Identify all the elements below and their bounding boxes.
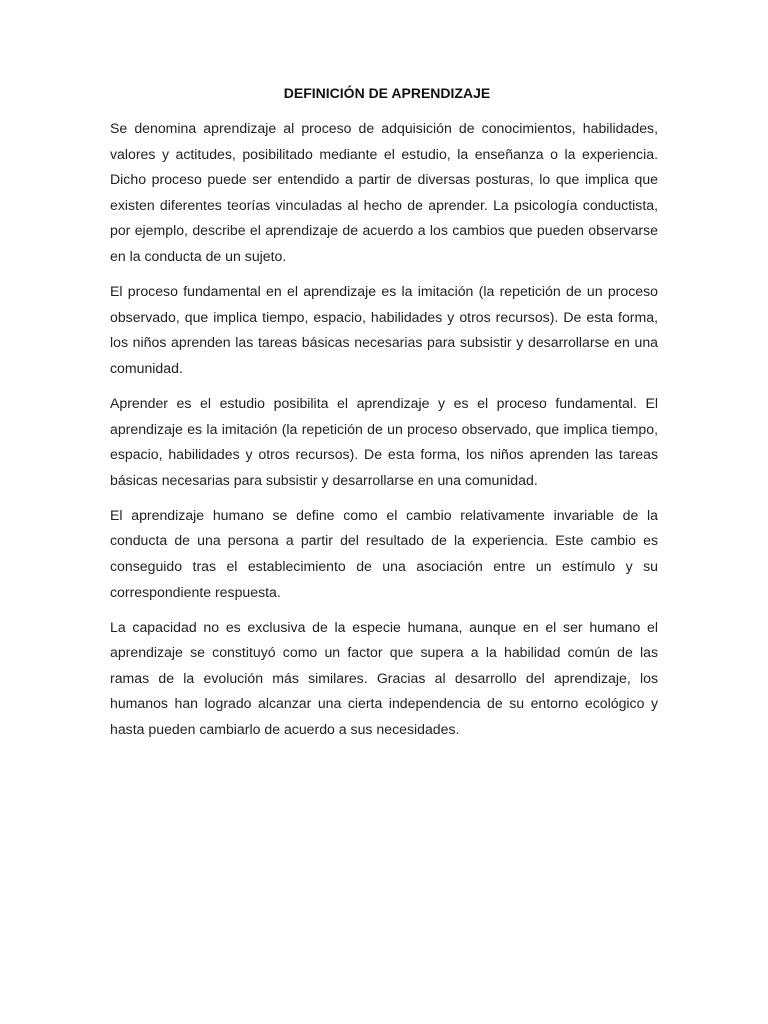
paragraph-5: La capacidad no es exclusiva de la especie humana, aunque en el ser humano el aprendizaje se constituyó como un factor que supera a la habilidad común de las ramas de la evolución más similares. Gracias al desarrollo del aprendizaje, los humanos han logrado alcanzar una cierta independencia de su entorno ecológico y hasta pueden cambiarlo de acuerdo a sus necesidades. <box>110 618 658 738</box>
document-body <box>110 116 658 752</box>
paragraph-1: Se denomina aprendizaje al proceso de adquisición de conocimientos, habilidades, valores y actitudes, posibilitado mediante el estudio, la enseñanza o la experiencia. Dicho proceso puede ser entendido a partir de diversas posturas, lo que implica que existen diferentes teorías vinculadas al hecho de aprender. La psicología conductista, por ejemplo, describe el aprendizaje de acuerdo a los cambios que pueden observarse en la conducta de un sujeto. <box>110 120 658 264</box>
paragraph-3: Aprender es el estudio posibilita el aprendizaje y es el proceso fundamental. El aprendizaje es la imitación (la repetición de un proceso observado, que implica tiempo, espacio, habilidades y otros recursos). De esta forma, los niños aprenden las tareas básicas necesarias para subsistir y desarrollarse en una comunidad. <box>110 394 658 488</box>
paragraph-2: El proceso fundamental en el aprendizaje es la imitación (la repetición de un proceso observado, que implica tiempo, espacio, habilidades y otros recursos). De esta forma, los niños aprenden las tareas básicas necesarias para subsistir y desarrollarse en una comunidad. <box>110 283 658 376</box>
paragraph-4: El aprendizaje humano se define como el cambio relativamente invariable de la conducta de una persona a partir del resultado de la experiencia. Este cambio es conseguido tras el establecimiento de una asociación entre un estímulo y su correspondiente respuesta. <box>110 506 658 600</box>
document-title: DEFINICIÓN DE APRENDIZAJE <box>283 85 491 101</box>
